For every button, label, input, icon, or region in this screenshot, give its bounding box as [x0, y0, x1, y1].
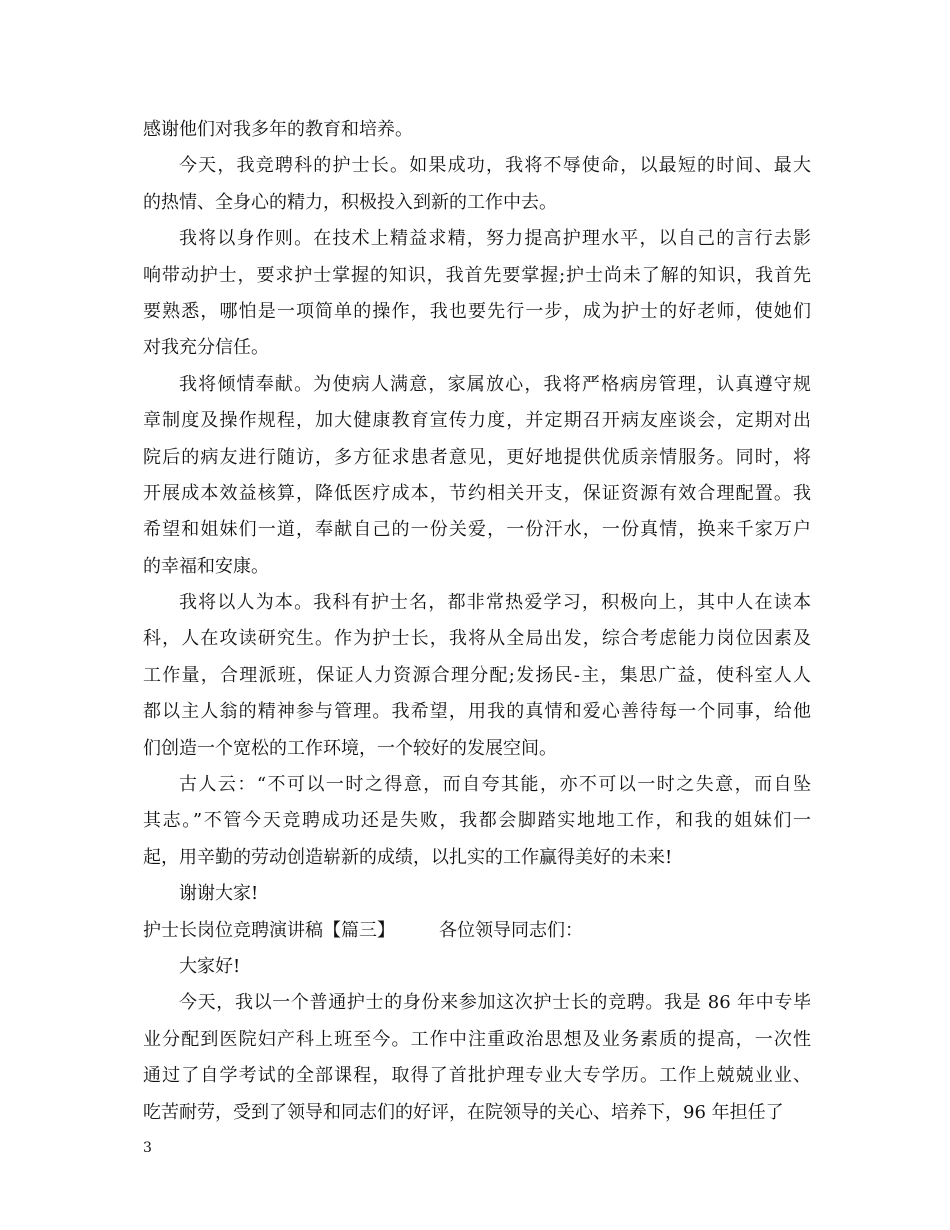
text-line: 章制度及操作规程，加大健康教育宣传力度，并定期召开病友座谈会，定期对出 — [143, 410, 811, 432]
text-line: 科，人在攻读研究生。作为护士长，我将从全局出发，综合考虑能力岗位因素及 — [143, 628, 811, 650]
paragraph — [143, 367, 811, 585]
document-body — [143, 112, 811, 1131]
text-line: 吃苦耐劳，受到了领导和同志们的好评，在院领导的关心、培养下，96 年担任了 — [143, 1101, 784, 1123]
text-line: 们创造一个宽松的工作环境，一个较好的发展空间。 — [143, 737, 557, 759]
paragraph — [143, 112, 811, 148]
paragraph — [143, 949, 811, 985]
paragraph — [143, 585, 811, 767]
text-line: 大家好! — [179, 955, 241, 977]
paragraph — [143, 221, 811, 367]
text-line: 响带动护士，要求护士掌握的知识，我首先要掌握;护士尚未了解的知识，我首先 — [143, 264, 811, 286]
text-line: 我将倾情奉献。为使病人满意，家属放心，我将严格病房管理，认真遵守规 — [179, 373, 811, 395]
text-line: 古人云：“不可以一时之得意，而自夸其能，亦不可以一时之失意，而自坠 — [179, 774, 811, 796]
page-number: 3 — [143, 1140, 152, 1156]
salutation: 各位领导同志们： — [439, 919, 583, 941]
text-line: 对我充分信任。 — [143, 337, 269, 359]
text-line: 希望和姐妹们一道，奉献自己的一份关爱，一份汗水，一份真情，换来千家万户 — [143, 519, 811, 541]
section-heading-row — [143, 913, 811, 949]
text-line: 的幸福和安康。 — [143, 555, 269, 577]
text-line: 谢谢大家! — [179, 883, 259, 905]
text-line: 感谢他们对我多年的教育和培养。 — [143, 119, 413, 140]
text-line: 我将以人为本。我科有护士名，都非常热爱学习，积极向上，其中人在读本 — [179, 592, 811, 614]
text-line: 都以主人翁的精神参与管理。我希望，用我的真情和爱心善待每一个同事，给他 — [143, 701, 811, 723]
text-line: 起，用辛勤的劳动创造崭新的成绩，以扎实的工作赢得美好的未来! — [143, 846, 673, 868]
text-line: 工作量，合理派班，保证人力资源合理分配;发扬民-主，集思广益，使科室人人 — [143, 664, 811, 686]
text-line: 要熟悉，哪怕是一项简单的操作，我也要先行一步，成为护士的好老师，使她们 — [143, 300, 811, 322]
paragraph — [143, 876, 811, 912]
text-line: 今天，我竞聘科的护士长。如果成功，我将不辱使命，以最短的时间、最大 — [179, 155, 811, 177]
text-line: 的热情、全身心的精力，积极投入到新的工作中去。 — [143, 191, 557, 213]
text-line: 其志。”不管今天竞聘成功还是失败，我都会脚踏实地地工作，和我的姐妹们一 — [143, 810, 811, 832]
paragraphs-after-heading — [143, 949, 811, 1131]
paragraphs-before-heading — [143, 112, 811, 913]
text-line: 我将以身作则。在技术上精益求精，努力提高护理水平，以自己的言行去影 — [179, 228, 811, 250]
text-line: 开展成本效益核算，降低医疗成本，节约相关开支，保证资源有效合理配置。我 — [143, 482, 811, 504]
paragraph — [143, 767, 811, 876]
paragraph — [143, 148, 811, 221]
text-line: 通过了自学考试的全部课程，取得了首批护理专业大专学历。工作上兢兢业业、 — [143, 1065, 811, 1087]
section-title: 护士长岗位竞聘演讲稿【篇三】 — [143, 919, 395, 941]
text-line: 今天，我以一个普通护士的身份来参加这次护士长的竞聘。我是 86 年中专毕 — [179, 992, 811, 1014]
paragraph — [143, 985, 811, 1131]
text-line: 院后的病友进行随访，多方征求患者意见，更好地提供优质亲情服务。同时，将 — [143, 446, 811, 468]
text-line: 业分配到医院妇产科上班至今。工作中注重政治思想及业务素质的提高，一次性 — [143, 1028, 811, 1050]
